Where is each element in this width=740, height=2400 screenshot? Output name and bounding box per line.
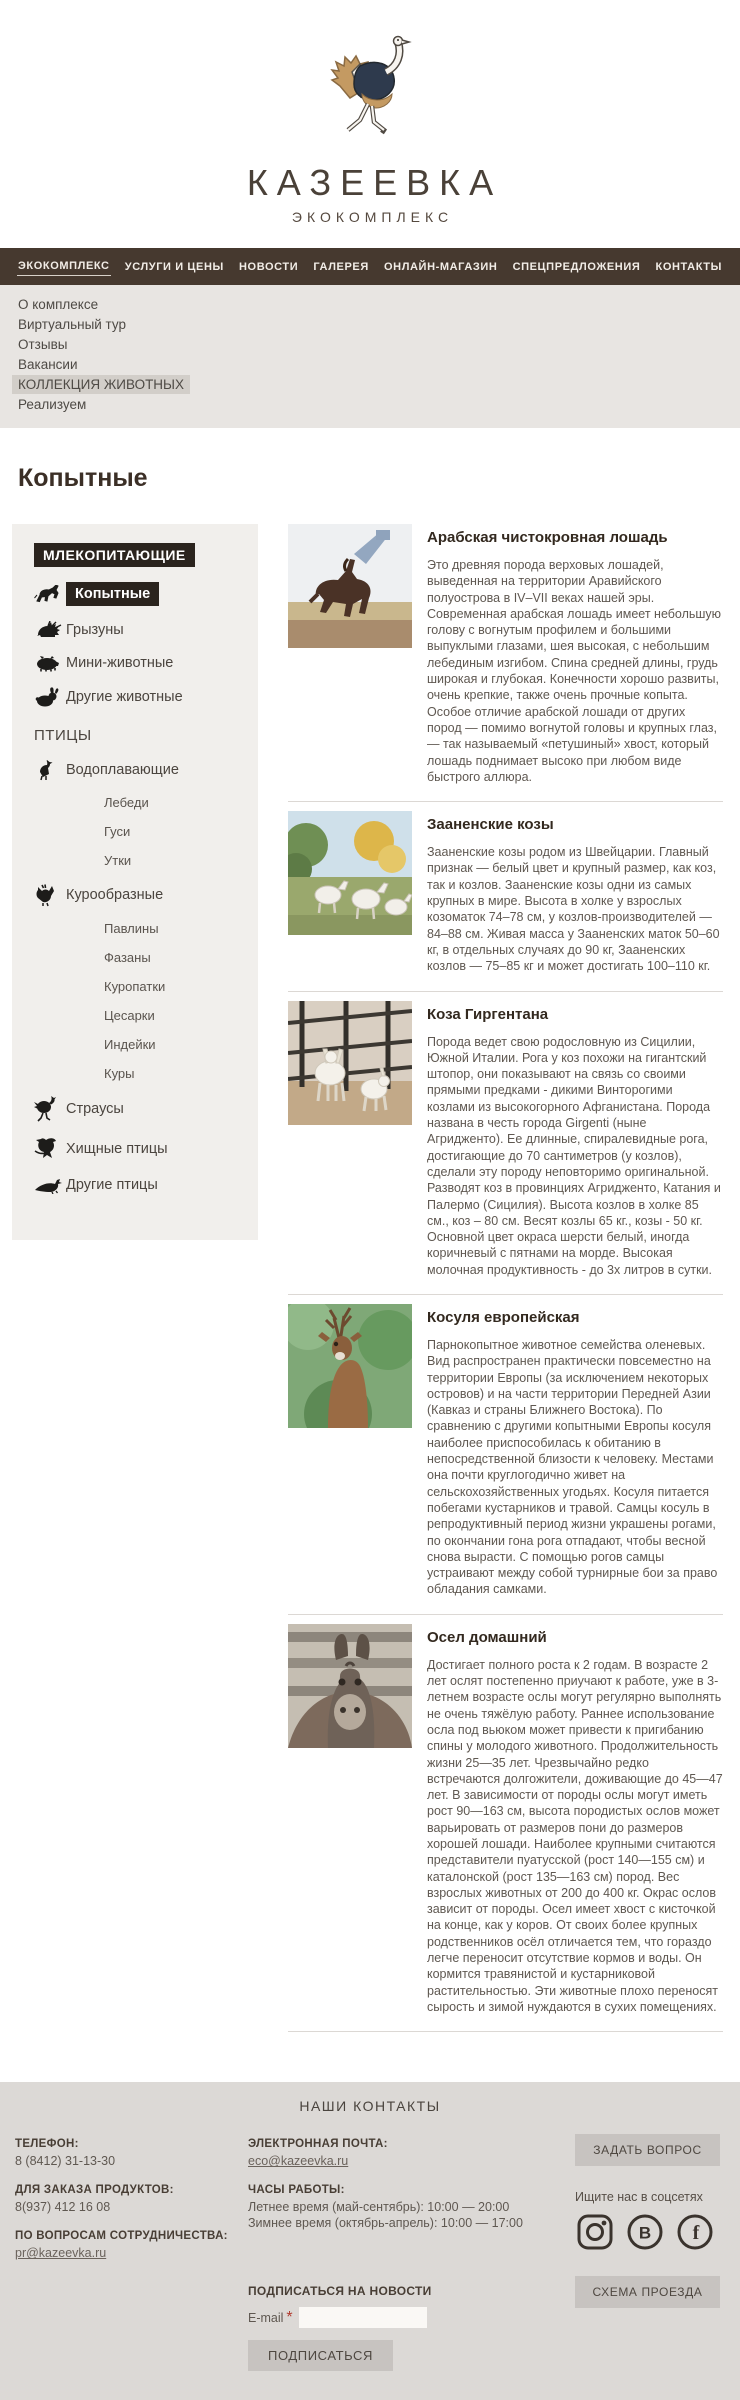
social-icons (575, 2212, 720, 2252)
map-button[interactable]: СХЕМА ПРОЕЗДА (575, 2276, 720, 2308)
sidebar-subitem-geese[interactable]: Гуси (104, 824, 131, 839)
sidebar-item-label: Другие животные (66, 689, 183, 705)
orders-phone-number: 8(937) 412 16 08 (15, 2200, 111, 2215)
peacock-icon (34, 1176, 66, 1194)
nav-item-contacts[interactable]: КОНТАКТЫ (655, 260, 722, 273)
nav-item-ecocomplex[interactable]: ЭКОКОМПЛЕКС (17, 257, 111, 276)
email-label: ЭЛЕКТРОННАЯ ПОЧТА: (248, 2138, 388, 2151)
ostrich-icon (34, 1096, 66, 1122)
email-input[interactable] (299, 2307, 427, 2328)
sidebar-subitem-swans[interactable]: Лебеди (104, 795, 149, 810)
logo-tagline: ЭКОКОМПЛЕКС (291, 209, 454, 225)
animal-entry (288, 1615, 723, 2033)
ostrich-logo-icon (310, 34, 430, 156)
animal-name: Зааненские козы (427, 816, 554, 834)
pig-icon (34, 654, 66, 672)
animal-entry-body (427, 524, 723, 785)
animal-description: Достигает полного роста к 2 годам. В возрасте 2 лет ослят постепенно приучают к работе, уже в 3-летнем возрасте ослы могут регулярно выполнять не очень тяжёлую работу. Раннее использование осла под вьюком может привести к пригибанию спины у молодого животного. Продолжительность жизни 25—35 лет. Чрезвычайно редко встречаются долгожители, доживающие до 45—47 лет. В зависимости от породы ослы могут иметь рост 90—163 см, высота породистых ослов может варьировать от размеров пони до размеров хорошей лошади. Наиболее крупными считаются представители пуатусской (рост 140—155 см) и каталонской (рост 135—163 см) пород. Вес взрослых животных от 200 до 400 кг. Окрас ослов зависит от породы. Осел имеет хвост с кисточкой на конце, как у коров. От своих более крупных родственников осёл отличается тем, что гораздо легче переносит отсутствие кормов и воды. Он кормится травянистой и кустарниковой растительностью. Эти животные плохо переносят сырость и зимой нуждаются в сухих помещениях. (427, 1657, 723, 2014)
subnav-item-sale[interactable]: Реализуем (18, 397, 87, 412)
svg-text:В: В (638, 2223, 652, 2243)
animal-entry-body (427, 1001, 723, 1278)
sidebar-subitem-ducks[interactable]: Утки (104, 853, 132, 868)
nav-item-offers[interactable]: СПЕЦПРЕДЛОЖЕНИЯ (512, 260, 641, 273)
horse-icon (34, 585, 66, 603)
instagram-icon[interactable] (575, 2212, 615, 2252)
rabbit-icon (34, 687, 66, 707)
footer-right (575, 2134, 720, 2308)
animals-sidebar (12, 524, 258, 1240)
sidebar-item-label: Страусы (66, 1101, 124, 1117)
phone-number: 8 (8412) 31-13-30 (15, 2154, 116, 2169)
subnav-item-about[interactable]: О комплексе (18, 297, 99, 312)
sidebar-item-ostriches[interactable] (34, 1096, 258, 1122)
animal-entry (288, 992, 723, 1295)
subscribe-button[interactable]: ПОДПИСАТЬСЯ (248, 2340, 393, 2371)
subnav-item-vacancies[interactable]: Вакансии (18, 357, 78, 372)
animal-description: Зааненские козы родом из Швейцарии. Главный признак — белый цвет и крупный размер, как коз, так и козлов. Зааненские козы одни из самых крупных в мире. Высота в холке у взрослых козоматок 74–78 см, у козлов-производителей — 84–88 см. Живая масса у Зааненских маток 50–60 кг, в отдельных случаях до 90 кг, Зааненских козлов — 75–85 кг и может достигать 100–110 кг. (427, 845, 720, 974)
animal-entry (288, 1295, 723, 1615)
sidebar-item-label: Водоплавающие (66, 762, 179, 778)
sidebar-item-other-animals[interactable] (34, 687, 258, 707)
animal-description: Парнокопытное животное семейства оленевых. Вид распространен практически повсеместно на территории Европы (за исключением некоторых островов) и на части территории Передней Азии (Кавказ и страны Ближнего Востока). По сравнению с другими копытными Европы косуля наиболее приспособилась к обитанию в непосредственной близости к человеку. Местами она почти круглогодично живет на сельскохозяйственных угодьях. Косуля питается побегами кустарников и травой. Самцы косуль в репродуктивный период жизни украшены рогами, по окончании гона рога отпадают, чтобы весной снова вырасти. С помощью рогов самцы устраивают между собой турнирные бои за право обладания самками. (427, 1337, 718, 1597)
svg-text:f: f (692, 2222, 700, 2245)
sidebar-subitem-peacocks[interactable]: Павлины (104, 921, 159, 936)
arabian-horse-photo (288, 524, 412, 648)
animal-name: Коза Гиргентана (427, 1005, 549, 1023)
animal-entry-body (427, 1304, 723, 1598)
nav-item-shop[interactable]: ОНЛАЙН-МАГАЗИН (384, 260, 498, 273)
required-asterisk: * (286, 2308, 293, 2326)
sidebar-item-mini-animals[interactable] (34, 654, 258, 672)
subnav-item-virtual-tour[interactable]: Виртуальный тур (18, 317, 126, 332)
ask-question-button[interactable]: ЗАДАТЬ ВОПРОС (575, 2134, 720, 2166)
site-header (0, 0, 740, 248)
sidebar-subitem-guinea-fowl[interactable]: Цесарки (104, 1008, 155, 1023)
girgentana-goat-photo (288, 1001, 412, 1125)
animal-entry-body (427, 811, 723, 974)
sidebar-subitem-chickens[interactable]: Куры (104, 1066, 135, 1081)
animal-entry-body (427, 1624, 723, 2016)
footer-contacts-left (15, 2138, 228, 2276)
subscribe-heading: ПОДПИСАТЬСЯ НА НОВОСТИ (248, 2284, 432, 2299)
nav-item-news[interactable]: НОВОСТИ (239, 260, 299, 273)
subnav-item-reviews[interactable]: Отзывы (18, 337, 68, 352)
animal-entry (288, 802, 723, 991)
hours-winter: Зимнее время (октябрь-апрель): 10:00 — 17:00 (248, 2216, 523, 2231)
donkey-photo (288, 1624, 412, 1748)
animal-list (258, 524, 723, 2032)
sidebar-item-label: Курообразные (66, 887, 164, 903)
animal-entry (288, 524, 723, 802)
sidebar-item-hoofed[interactable] (34, 582, 258, 606)
sidebar-item-waterfowl[interactable] (34, 759, 258, 781)
nav-item-services[interactable]: УСЛУГИ И ЦЕНЫ (124, 260, 224, 273)
nav-item-gallery[interactable]: ГАЛЕРЕЯ (313, 260, 369, 273)
subscribe-block (248, 2284, 432, 2371)
content-area (0, 524, 740, 2032)
sidebar-header-mammals: МЛЕКОПИТАЮЩИЕ (34, 543, 195, 567)
social-label: Ищите нас в соцсетях (575, 2190, 703, 2205)
roe-deer-photo (288, 1304, 412, 1428)
animal-name: Косуля европейская (427, 1308, 580, 1326)
logo[interactable] (0, 34, 740, 225)
duck-icon (34, 759, 66, 781)
animal-name: Арабская чистокровная лошадь (427, 529, 668, 546)
page-title: Копытные (18, 464, 148, 492)
hours-label: ЧАСЫ РАБОТЫ: (248, 2184, 345, 2197)
partnership-label: ПО ВОПРОСАМ СОТРУДНИЧЕСТВА: (15, 2230, 228, 2243)
orders-label: ДЛЯ ЗАКАЗА ПРОДУКТОВ: (15, 2184, 174, 2197)
sidebar-item-raptors[interactable] (34, 1137, 258, 1161)
porcupine-icon (34, 621, 66, 639)
email-field-label: E-mail (248, 2310, 284, 2325)
eagle-icon (34, 1137, 66, 1161)
footer-contacts-middle (248, 2138, 523, 2246)
logo-title: КАЗЕЕВКА (246, 162, 503, 203)
partnership-email-link[interactable]: pr@kazeevka.ru (15, 2246, 107, 2261)
facebook-icon[interactable] (675, 2212, 715, 2252)
site-footer (0, 2082, 740, 2400)
footer-heading: НАШИ КОНТАКТЫ (299, 2098, 441, 2115)
animal-description: Это древняя порода верховых лошадей, выведенная на территории Аравийского полуострова в IV–VII веках нашей эры. Современная арабская лошадь имеет небольшую голову с вогнутым профилем и большими выпуклыми глазами, шея высокая, с небольшим лебединым изгибом. Спина средней длины, грудь широкая и глубокая. Конечности хорошо развиты, очень крепкие, также очень прочные копыта. Особое отличие арабской лошади от других пород — помимо вогнутой головы и крупных глаз, — так называемый «петушиный» хвост, который лошадь поднимает высоко при любом виде быстрого аллюра. (427, 558, 722, 784)
sidebar-header-birds: ПТИЦЫ (34, 727, 92, 744)
sidebar-item-other-birds[interactable] (34, 1176, 258, 1194)
animal-description: Порода ведет свою родословную из Сицилии, Южной Италии. Рога у коз похожи на гигантский штопор, они показывают на связь со своими прямыми предками - дикими Винторогими козлами из высокогорного Афганистана. Порода названа в честь города Girgenti (ныне Агридженто). Ее длинные, спиралевидные рога, достигающие до 70 сантиметров (у козлов), сделали эту породу неповторимо оригинальной. Разводят коз в провинциях Агридженто, Катания и Палермо (Сицилия). Высота козлов в холке 85 см., коз – 80 см. Весят козлы 65 кг., козы - 50 кг. Основной цвет окраса шерсти белый, иногда коричневый с пятнами на морде. Высокая молочная продуктивность - до 3х литров в сутки. (427, 1034, 721, 1277)
saanen-goats-photo (288, 811, 412, 935)
sidebar-item-galliformes[interactable] (34, 883, 258, 907)
main-nav (0, 248, 740, 285)
sidebar-item-label: Копытные (66, 582, 159, 606)
email-link[interactable]: eco@kazeevka.ru (248, 2154, 349, 2169)
sidebar-item-rodents[interactable] (34, 621, 258, 639)
sidebar-subitem-partridges[interactable]: Куропатки (104, 979, 166, 994)
sidebar-item-label: Другие птицы (66, 1177, 158, 1193)
subnav-item-animal-collection[interactable]: КОЛЛЕКЦИЯ ЖИВОТНЫХ (12, 375, 190, 394)
sidebar-subitem-pheasants[interactable]: Фазаны (104, 950, 151, 965)
rooster-icon (34, 883, 66, 907)
phone-label: ТЕЛЕФОН: (15, 2138, 79, 2151)
sub-nav (0, 285, 740, 428)
sidebar-item-label: Мини-животные (66, 655, 174, 671)
vk-icon[interactable] (625, 2212, 665, 2252)
animal-name: Осел домашний (427, 1628, 547, 1646)
hours-summer: Летнее время (май-сентябрь): 10:00 — 20:00 (248, 2200, 510, 2215)
sidebar-item-label: Грызуны (66, 622, 124, 638)
sidebar-subitem-turkeys[interactable]: Индейки (104, 1037, 156, 1052)
sidebar-item-label: Хищные птицы (66, 1141, 168, 1157)
